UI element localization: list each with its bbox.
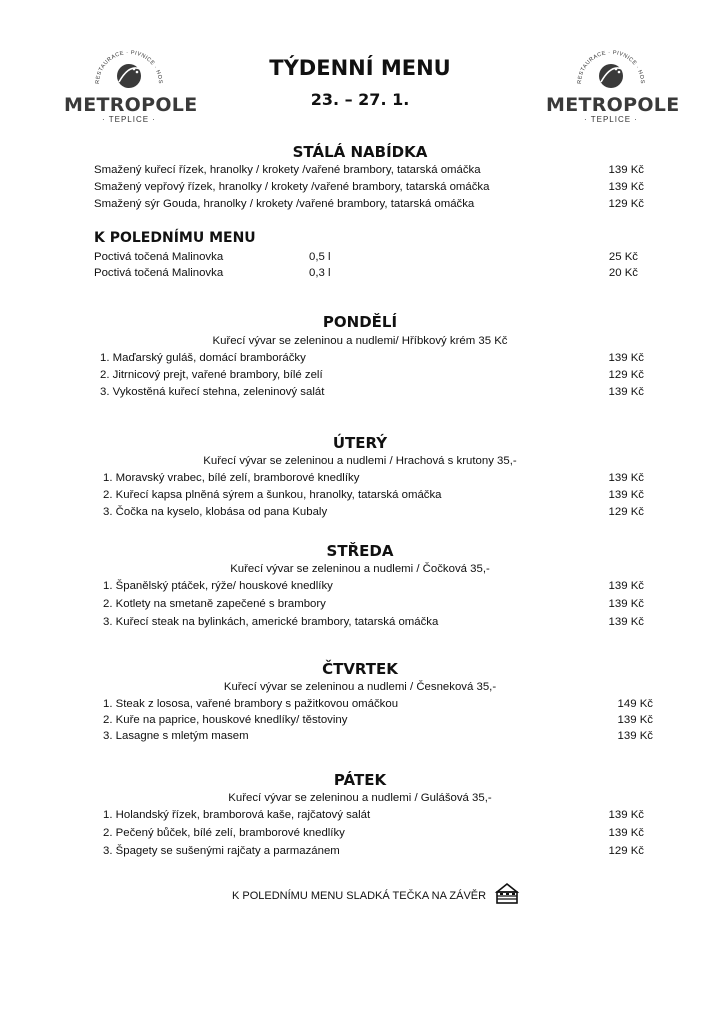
menu-item-price: 129 Kč — [608, 198, 644, 210]
menu-item: 3. Vykostěná kuřecí stehna, zeleninový salát — [100, 386, 325, 398]
day-heading-utery: ÚTERÝ — [332, 434, 388, 452]
day-soup: Kuřecí vývar se zeleninou a nudlemi / Česneková 35,- — [223, 681, 497, 693]
day-soup: Kuřecí vývar se zeleninou a nudlemi / Gulášová 35,- — [228, 792, 492, 804]
day-heading-patek: PÁTEK — [333, 771, 387, 789]
menu-item: 2. Kotlety na smetaně zapečené s brambory — [103, 598, 326, 610]
menu-item-price: 129 Kč — [608, 369, 644, 381]
day-soup: Kuřecí vývar se zeleninou a nudlemi / Čočková 35,- — [230, 563, 490, 575]
logo-brand: METROPOLE — [546, 94, 680, 116]
day-heading-pondeli: PONDĚLÍ — [322, 313, 398, 331]
menu-item: 3. Čočka na kyselo, klobása od pana Kubaly — [103, 506, 328, 518]
menu-item: 1. Steak z lososa, vařené brambory s pažitkovou omáčkou — [103, 698, 399, 710]
menu-dates: 23. – 27. 1. — [310, 90, 410, 109]
menu-item-price: 139 Kč — [608, 598, 644, 610]
menu-item-price: 139 Kč — [617, 730, 653, 742]
menu-item: 2. Pečený bůček, bílé zelí, bramborové knedlíky — [103, 827, 345, 839]
menu-item-price: 139 Kč — [608, 616, 644, 628]
footer-note: K POLEDNÍMU MENU SLADKÁ TEČKA NA ZÁVĚR — [232, 890, 487, 902]
menu-item: Smažený sýr Gouda, hranolky / krokety /vařené brambory, tatarská omáčka — [94, 198, 475, 210]
page-title: TÝDENNÍ MENU — [269, 56, 451, 80]
menu-item-price: 129 Kč — [608, 506, 644, 518]
menu-item-price: 139 Kč — [608, 181, 644, 193]
section-heading-stala: STÁLÁ NABÍDKA — [292, 143, 428, 161]
section-heading-poledni: K POLEDNÍMU MENU — [94, 230, 256, 246]
menu-item: 1. Moravský vrabec, bílé zelí, bramborové knedlíky — [103, 472, 360, 484]
drink-volume: 0,5 l — [309, 251, 331, 263]
drink-price: 20 Kč — [608, 267, 638, 279]
day-heading-streda: STŘEDA — [326, 542, 394, 560]
day-heading-ctvrtek: ČTVRTEK — [322, 660, 398, 678]
menu-item: 3. Špagety se sušenými rajčaty a parmazánem — [103, 845, 340, 857]
menu-item-price: 149 Kč — [617, 698, 653, 710]
menu-item-price: 129 Kč — [608, 845, 644, 857]
menu-item-price: 139 Kč — [608, 352, 644, 364]
drink-item: Poctivá točená Malinovka — [94, 267, 224, 279]
menu-item: Smažený vepřový řízek, hranolky / krokety /vařené brambory, tatarská omáčka — [94, 181, 490, 193]
menu-item: 2. Kuře na paprice, houskové knedlíky/ těstoviny — [103, 714, 348, 726]
drink-item: Poctivá točená Malinovka — [94, 251, 224, 263]
logo-city: · TEPLICE · — [102, 115, 156, 124]
svg-text:RESTAURACE · PIVNICE · HOSPODA: RESTAURACE · PIVNICE · HOS — [94, 49, 164, 85]
menu-item: 2. Kuřecí kapsa plněná sýrem a šunkou, hranolky, tatarská omáčka — [103, 489, 442, 501]
logo-city: · TEPLICE · — [584, 115, 638, 124]
drink-price: 25 Kč — [608, 251, 638, 263]
menu-item-price: 139 Kč — [608, 489, 644, 501]
menu-item-price: 139 Kč — [608, 164, 644, 176]
day-soup: Kuřecí vývar se zeleninou a nudlemi/ Hříbkový krém 35 Kč — [212, 335, 508, 347]
drink-volume: 0,3 l — [309, 267, 331, 279]
menu-item-price: 139 Kč — [608, 472, 644, 484]
menu-item-price: 139 Kč — [608, 386, 644, 398]
menu-item: 2. Jitrnicový prejt, vařené brambory, bílé zelí — [100, 369, 323, 381]
menu-item-price: 139 Kč — [608, 827, 644, 839]
menu-item: 3. Lasagne s mletým masem — [103, 730, 249, 742]
day-soup: Kuřecí vývar se zeleninou a nudlemi / Hrachová s krutony 35,- — [203, 455, 517, 467]
menu-item-price: 139 Kč — [617, 714, 653, 726]
menu-item: 1. Holandský řízek, bramborová kaše, rajčatový salát — [103, 809, 371, 821]
cake-icon — [494, 880, 520, 906]
svg-text:RESTAURACE · PIVNICE · HOSPODA: RESTAURACE · PIVNICE · HOS — [576, 49, 646, 85]
menu-item: 1. Španělský ptáček, rýže/ houskové knedlíky — [103, 580, 333, 592]
menu-item-price: 139 Kč — [608, 580, 644, 592]
menu-item: 1. Maďarský guláš, domácí bramboráčky — [100, 352, 306, 364]
menu-item: Smažený kuřecí řízek, hranolky / krokety /vařené brambory, tatarská omáčka — [94, 164, 481, 176]
menu-item: 3. Kuřecí steak na bylinkách, americké brambory, tatarská omáčka — [103, 616, 439, 628]
menu-item-price: 139 Kč — [608, 809, 644, 821]
logo-brand: METROPOLE — [64, 94, 198, 116]
